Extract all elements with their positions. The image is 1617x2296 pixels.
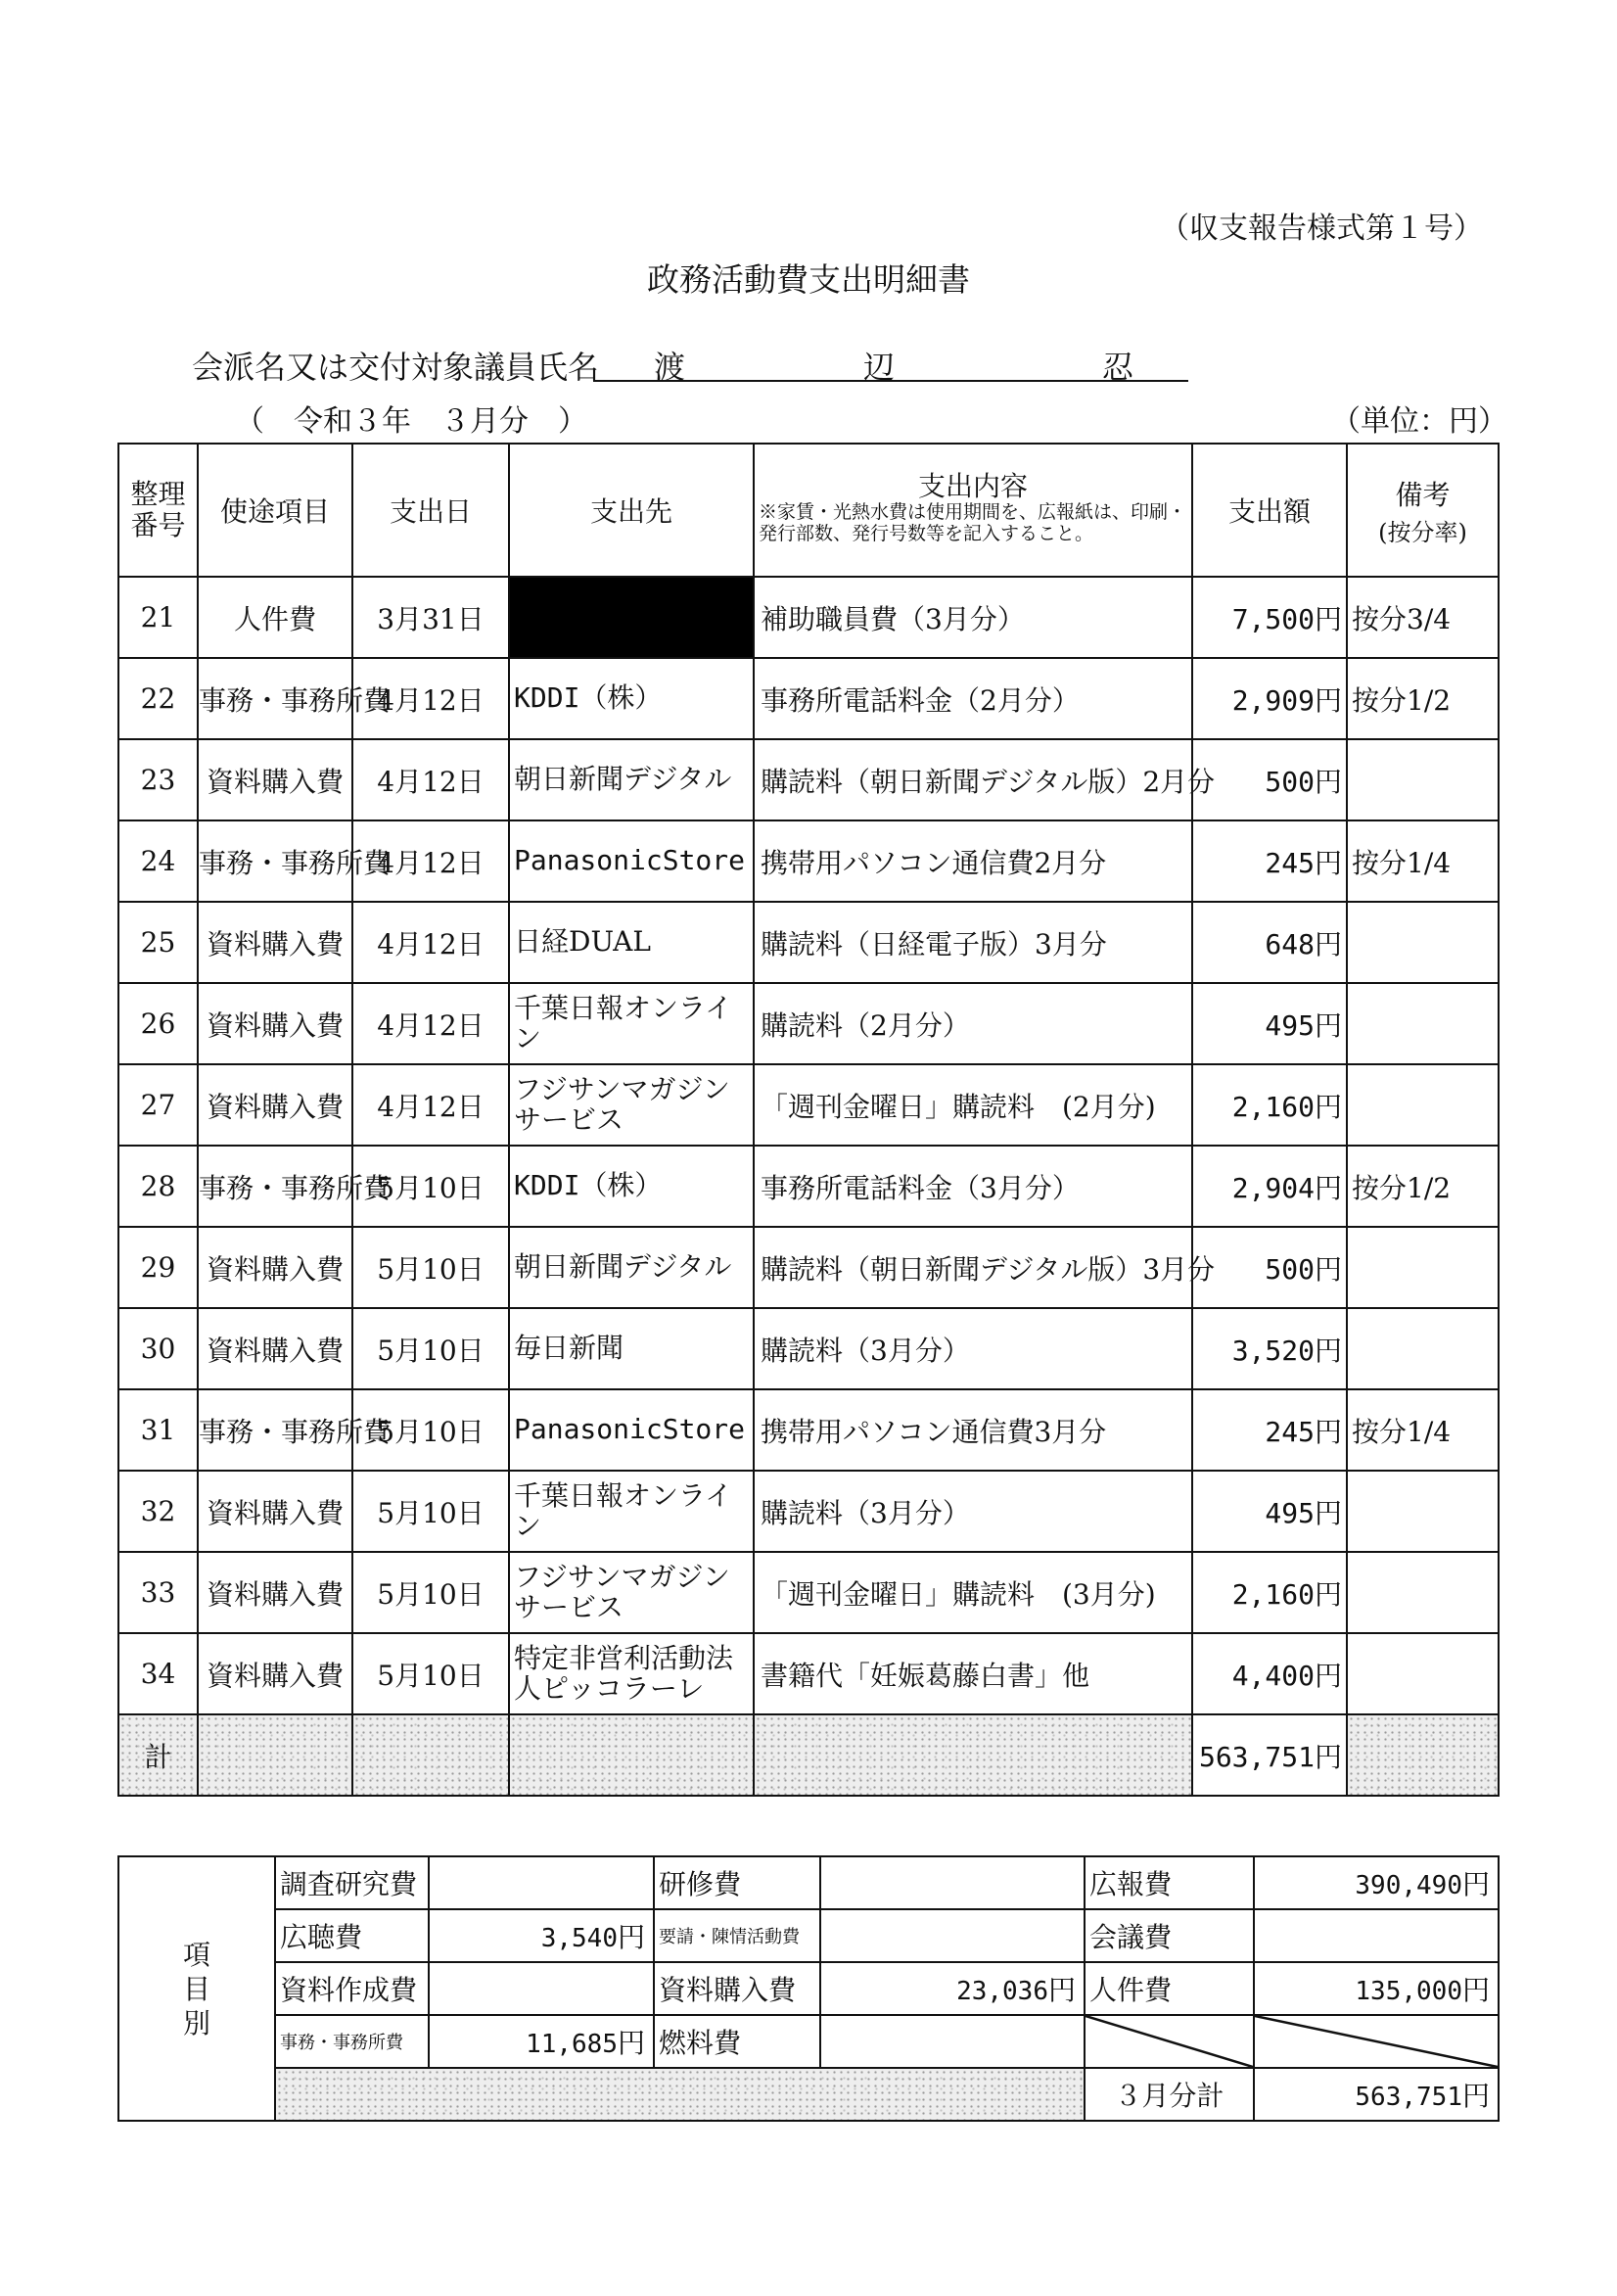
row-content: 購読料（3月分） [754, 1471, 1192, 1552]
row-no: 32 [118, 1471, 198, 1552]
summary-value [820, 2015, 1085, 2068]
row-date: 3月31日 [352, 577, 509, 658]
shaded-cell [275, 2068, 1085, 2121]
row-no: 26 [118, 983, 198, 1064]
row-content: 事務所電話料金（2月分） [754, 658, 1192, 739]
row-payee: 朝日新聞デジタル [509, 1227, 754, 1308]
total-label: 計 [118, 1714, 198, 1796]
row-category: 事務・事務所費 [198, 1389, 352, 1471]
header-amount: 支出額 [1192, 444, 1347, 577]
row-payee: PanasonicStore [509, 820, 754, 902]
row-category: 人件費 [198, 577, 352, 658]
table-row [118, 1633, 1499, 1714]
row-content: 携帯用パソコン通信費3月分 [754, 1389, 1192, 1471]
row-amount: 500円 [1192, 739, 1347, 820]
member-name-part: 忍 [1102, 349, 1134, 386]
table-row [118, 1064, 1499, 1146]
row-content: 事務所電話料金（3月分） [754, 1146, 1192, 1227]
header-date: 支出日 [352, 444, 509, 577]
row-category: 事務・事務所費 [198, 820, 352, 902]
summary-row [118, 1909, 1499, 1962]
row-category: 資料購入費 [198, 1308, 352, 1389]
row-no: 28 [118, 1146, 198, 1227]
crossed-out-cell [1085, 2015, 1254, 2068]
unit-label: （単位：円） [1331, 404, 1507, 439]
summary-label: 広聴費 [275, 1909, 429, 1962]
row-date: 5月10日 [352, 1146, 509, 1227]
row-payee: PanasonicStore [509, 1389, 754, 1471]
header-content-note: ※家賃・光熱水費は使用期間を、広報紙は、印刷・発行部数、発行号数等を記入すること。 [759, 501, 1187, 544]
header-note [1347, 444, 1499, 577]
row-amount: 245円 [1192, 820, 1347, 902]
row-note [1347, 1552, 1499, 1633]
summary-label: 資料購入費 [654, 1962, 820, 2015]
row-note: 按分1/2 [1347, 1146, 1499, 1227]
shaded-cell [198, 1714, 352, 1796]
row-payee: 毎日新聞 [509, 1308, 754, 1389]
header-category: 使途項目 [198, 444, 352, 577]
row-amount: 3,520円 [1192, 1308, 1347, 1389]
summary-label: 事務・事務所費 [275, 2015, 429, 2068]
summary-label: 資料作成費 [275, 1962, 429, 2015]
row-content: 購読料（3月分） [754, 1308, 1192, 1389]
table-row [118, 902, 1499, 983]
row-note [1347, 1227, 1499, 1308]
row-content: 「週刊金曜日」購読料 (3月分) [754, 1552, 1192, 1633]
row-date: 5月10日 [352, 1552, 509, 1633]
row-date: 4月12日 [352, 983, 509, 1064]
shaded-cell [754, 1714, 1192, 1796]
row-amount: 648円 [1192, 902, 1347, 983]
row-note: 按分1/2 [1347, 658, 1499, 739]
row-payee: 千葉日報オンライン [509, 1471, 754, 1552]
summary-value: 3,540円 [429, 1909, 654, 1962]
row-date: 5月10日 [352, 1633, 509, 1714]
row-no: 23 [118, 739, 198, 820]
row-category: 資料購入費 [198, 1471, 352, 1552]
row-amount: 2,160円 [1192, 1552, 1347, 1633]
row-note [1347, 902, 1499, 983]
document-title: 政務活動費支出明細書 [647, 260, 970, 299]
row-content: 購読料（2月分） [754, 983, 1192, 1064]
summary-value: 135,000円 [1254, 1962, 1499, 2015]
row-no: 24 [118, 820, 198, 902]
table-row [118, 1308, 1499, 1389]
summary-value [820, 1909, 1085, 1962]
summary-value: 23,036円 [820, 1962, 1085, 2015]
summary-label: 人件費 [1085, 1962, 1254, 2015]
row-no: 27 [118, 1064, 198, 1146]
row-note: 按分1/4 [1347, 1389, 1499, 1471]
header-content-title: 支出内容 [917, 470, 1028, 503]
row-note [1347, 983, 1499, 1064]
row-content: 購読料（朝日新聞デジタル版）3月分 [754, 1227, 1192, 1308]
shaded-cell [1347, 1714, 1499, 1796]
row-amount: 495円 [1192, 1471, 1347, 1552]
row-amount: 4,400円 [1192, 1633, 1347, 1714]
table-row [118, 577, 1499, 658]
row-amount: 7,500円 [1192, 577, 1347, 658]
row-date: 5月10日 [352, 1227, 509, 1308]
row-content: 購読料（朝日新聞デジタル版）2月分 [754, 739, 1192, 820]
row-note: 按分3/4 [1347, 577, 1499, 658]
row-no: 33 [118, 1552, 198, 1633]
table-row [118, 1389, 1499, 1471]
table-row [118, 1471, 1499, 1552]
summary-label: 広報費 [1085, 1856, 1254, 1909]
row-date: 4月12日 [352, 658, 509, 739]
row-amount: 2,909円 [1192, 658, 1347, 739]
member-name-part: 渡 [654, 349, 686, 386]
row-payee: 特定非営利活動法人ピッコラーレ [509, 1633, 754, 1714]
row-note [1347, 1633, 1499, 1714]
row-category: 資料購入費 [198, 1227, 352, 1308]
table-header-row [118, 444, 1499, 577]
crossed-out-cell [1254, 2015, 1499, 2068]
summary-row [118, 1856, 1499, 1909]
row-payee: フジサンマガジンサービス [509, 1552, 754, 1633]
monthly-total-label: ３月分計 [1085, 2068, 1254, 2121]
row-payee: KDDI（株） [509, 1146, 754, 1227]
name-label: 会派名又は交付対象議員氏名 [192, 349, 600, 386]
monthly-total-value: 563,751円 [1254, 2068, 1499, 2121]
row-date: 4月12日 [352, 739, 509, 820]
row-note [1347, 1308, 1499, 1389]
summary-value [429, 1856, 654, 1909]
summary-label: 調査研究費 [275, 1856, 429, 1909]
total-amount: 563,751円 [1192, 1714, 1347, 1796]
row-content: 携帯用パソコン通信費2月分 [754, 820, 1192, 902]
shaded-cell [352, 1714, 509, 1796]
table-row [118, 820, 1499, 902]
row-no: 22 [118, 658, 198, 739]
row-date: 4月12日 [352, 1064, 509, 1146]
row-no: 25 [118, 902, 198, 983]
row-category: 資料購入費 [198, 739, 352, 820]
row-date: 4月12日 [352, 902, 509, 983]
summary-side-label: 項目別 [118, 1856, 275, 2121]
summary-label: 要請・陳情活動費 [654, 1909, 820, 1962]
row-date: 4月12日 [352, 820, 509, 902]
summary-total-row [118, 2068, 1499, 2121]
table-row [118, 1227, 1499, 1308]
row-content: 購読料（日経電子版）3月分 [754, 902, 1192, 983]
row-payee: 千葉日報オンライン [509, 983, 754, 1064]
table-row [118, 1552, 1499, 1633]
row-content: 書籍代「妊娠葛藤白書」他 [754, 1633, 1192, 1714]
header-note-sub: (按分率) [1378, 518, 1467, 546]
row-no: 29 [118, 1227, 198, 1308]
header-no: 整理番号 [118, 444, 198, 577]
row-payee: フジサンマガジンサービス [509, 1064, 754, 1146]
row-category: 資料購入費 [198, 983, 352, 1064]
table-row [118, 739, 1499, 820]
row-category: 資料購入費 [198, 1552, 352, 1633]
summary-value: 390,490円 [1254, 1856, 1499, 1909]
row-payee: 日経DUAL [509, 902, 754, 983]
row-date: 5月10日 [352, 1471, 509, 1552]
summary-row [118, 2015, 1499, 2068]
row-no: 30 [118, 1308, 198, 1389]
row-amount: 2,904円 [1192, 1146, 1347, 1227]
form-number: （収支報告様式第１号） [1160, 211, 1483, 246]
summary-value: 11,685円 [429, 2015, 654, 2068]
summary-label: 研修費 [654, 1856, 820, 1909]
shaded-cell [509, 1714, 754, 1796]
summary-value [820, 1856, 1085, 1909]
header-payee: 支出先 [509, 444, 754, 577]
table-row [118, 983, 1499, 1064]
summary-label: 会議費 [1085, 1909, 1254, 1962]
summary-label: 燃料費 [654, 2015, 820, 2068]
expense-detail-table [117, 443, 1500, 1797]
table-row [118, 658, 1499, 739]
header-note-title: 備考 [1395, 478, 1451, 511]
report-period: （ 令和３年 ３月分 ） [235, 404, 587, 439]
row-category: 資料購入費 [198, 1064, 352, 1146]
row-amount: 245円 [1192, 1389, 1347, 1471]
category-summary-table [117, 1855, 1500, 2122]
row-payee: KDDI（株） [509, 658, 754, 739]
row-category: 事務・事務所費 [198, 1146, 352, 1227]
row-note [1347, 739, 1499, 820]
row-amount: 2,160円 [1192, 1064, 1347, 1146]
row-no: 21 [118, 577, 198, 658]
row-date: 5月10日 [352, 1308, 509, 1389]
summary-row [118, 1962, 1499, 2015]
row-note [1347, 1471, 1499, 1552]
row-no: 31 [118, 1389, 198, 1471]
row-date: 5月10日 [352, 1389, 509, 1471]
row-payee: 朝日新聞デジタル [509, 739, 754, 820]
row-amount: 495円 [1192, 983, 1347, 1064]
summary-value [429, 1962, 654, 2015]
row-category: 資料購入費 [198, 1633, 352, 1714]
header-content [754, 444, 1192, 577]
row-amount: 500円 [1192, 1227, 1347, 1308]
table-row [118, 1146, 1499, 1227]
redacted-payee [509, 577, 754, 658]
summary-value [1254, 1909, 1499, 1962]
row-content: 「週刊金曜日」購読料 (2月分) [754, 1064, 1192, 1146]
row-content: 補助職員費（3月分） [754, 577, 1192, 658]
row-no: 34 [118, 1633, 198, 1714]
row-note [1347, 1064, 1499, 1146]
member-name-part: 辺 [863, 349, 896, 386]
row-note: 按分1/4 [1347, 820, 1499, 902]
total-row [118, 1714, 1499, 1796]
row-category: 資料購入費 [198, 902, 352, 983]
row-category: 事務・事務所費 [198, 658, 352, 739]
